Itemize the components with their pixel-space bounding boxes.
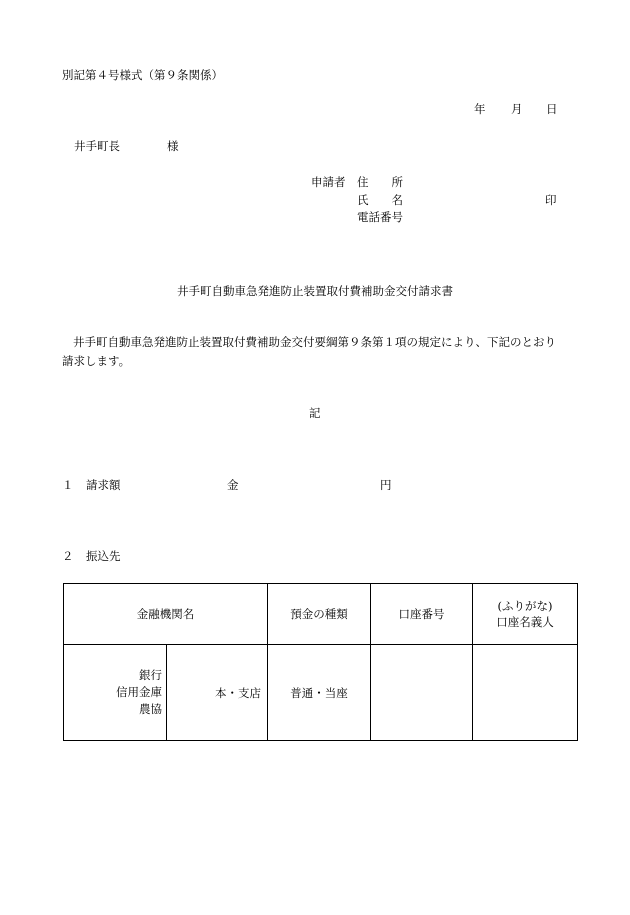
type-credit-union: 信用金庫 [116, 684, 162, 699]
date-month: 月 [511, 102, 523, 116]
table-row [64, 645, 578, 741]
seal-mark: 印 [545, 193, 557, 207]
header-furigana: (ふりがな) [497, 598, 553, 613]
deposit-type-cell[interactable] [268, 645, 371, 741]
applicant-label: 申請者 [311, 175, 346, 189]
header-account-number: 口座番号 [371, 584, 473, 645]
applicant-address-label: 住 所 [357, 175, 403, 189]
institution-type-cell[interactable] [64, 645, 167, 741]
amount-yen: 円 [380, 478, 392, 492]
item1-number: １ [62, 478, 74, 492]
addressee-honorific: 様 [167, 139, 179, 153]
item2-number: ２ [62, 549, 74, 563]
header-deposit-type: 預金の種類 [268, 584, 371, 645]
branch-label: 本・支店 [215, 685, 261, 700]
table-header-row [64, 584, 578, 645]
applicant-phone-label: 電話番号 [357, 210, 403, 224]
bank-account-table [63, 583, 578, 741]
body-text-line2: 請求します。 [62, 354, 131, 368]
deposit-options: 普通・当座 [290, 685, 348, 700]
addressee-name: 井手町長 [74, 139, 120, 153]
body-text-line1: 井手町自動車急発進防止装置取付費補助金交付要綱第９条第１項の規定により、下記のとおり [73, 335, 556, 349]
amount-kin: 金 [227, 478, 239, 492]
type-agricultural-coop: 農協 [139, 702, 162, 717]
header-account-holder [473, 584, 578, 645]
item1-label: 請求額 [86, 478, 121, 492]
branch-cell[interactable] [167, 645, 268, 741]
form-number: 別記第４号様式（第９条関係） [62, 68, 223, 82]
header-holder-name: 口座名義人 [496, 615, 554, 629]
type-bank: 銀行 [139, 667, 162, 682]
ki-heading: 記 [309, 406, 321, 420]
date-day: 日 [546, 102, 558, 116]
account-holder-cell[interactable] [473, 645, 578, 741]
applicant-name-label: 氏 名 [357, 193, 403, 207]
date-year: 年 [474, 102, 486, 116]
document-title: 井手町自動車急発進防止装置取付費補助金交付請求書 [177, 284, 453, 298]
item2-label: 振込先 [86, 549, 121, 563]
account-number-cell[interactable] [371, 645, 473, 741]
header-institution: 金融機関名 [64, 584, 268, 645]
